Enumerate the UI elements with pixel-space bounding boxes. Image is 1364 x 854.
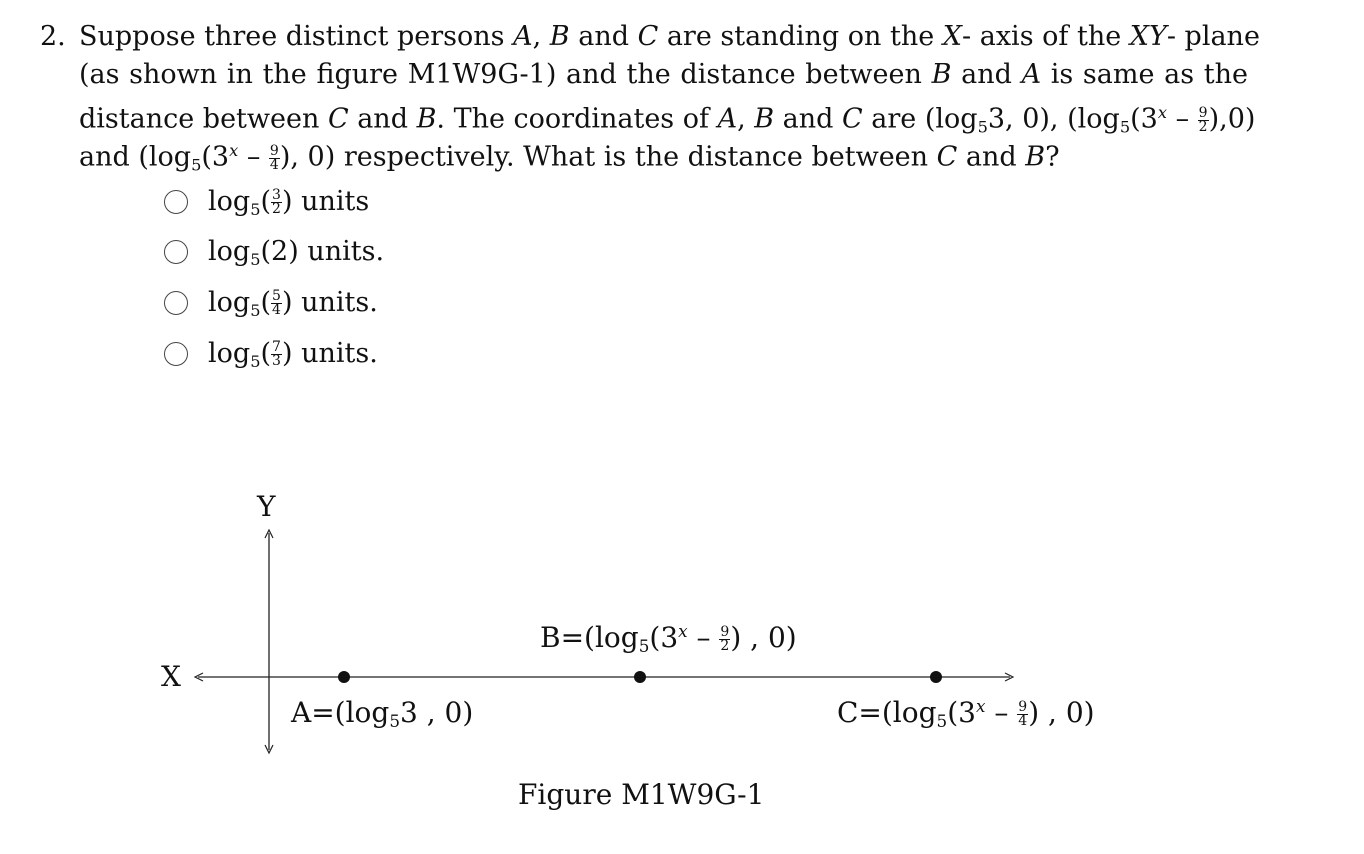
option-2-label: $\log_5(2)$ units. <box>208 235 385 269</box>
y-axis-label: Y <box>257 490 276 523</box>
point-a-dot <box>338 671 350 683</box>
question-line-3: distance between C and B. The coordinates of A, B and C are ($\log_53$, 0), ($\log_5(3^x$ – $\frac{9}{2}$ ),0) <box>79 103 1256 137</box>
question-line-4: and ($\log_5(3^x$ – $\frac{9}{4}$ ), 0) respectively. What is the distance between C and B? <box>79 141 1060 175</box>
figure-caption: Figure M1W9G-1 <box>518 778 765 811</box>
option-1-label: $\log_5$( $\frac{3}{2}$ ) units <box>208 185 370 219</box>
point-b-label: $B=(\log_5(3^x$ – $\frac{9}{2}$ ) , 0) <box>540 621 797 657</box>
point-b-dot <box>634 671 646 683</box>
x-axis-label: X <box>161 660 181 693</box>
point-c-dot <box>930 671 942 683</box>
option-4-label: $\log_5$( $\frac{7}{3}$ ) units. <box>208 337 378 371</box>
point-a-label: $A=(\log_53$ , 0) <box>291 696 474 732</box>
point-c-label: $C=(\log_5(3^x$ – $\frac{9}{4}$ ) , 0) <box>837 696 1095 732</box>
question-number: 2. <box>40 21 66 52</box>
question-line-1: Suppose three distinct persons A, B and C are standing on the X- axis of the XY- plane <box>79 21 1260 52</box>
question-line-2: (as shown in the figure M1W9G-1) and the distance between B and A is same as the <box>79 59 1248 90</box>
option-3-label: $\log_5$( $\frac{5}{4}$ ) units. <box>208 286 378 320</box>
